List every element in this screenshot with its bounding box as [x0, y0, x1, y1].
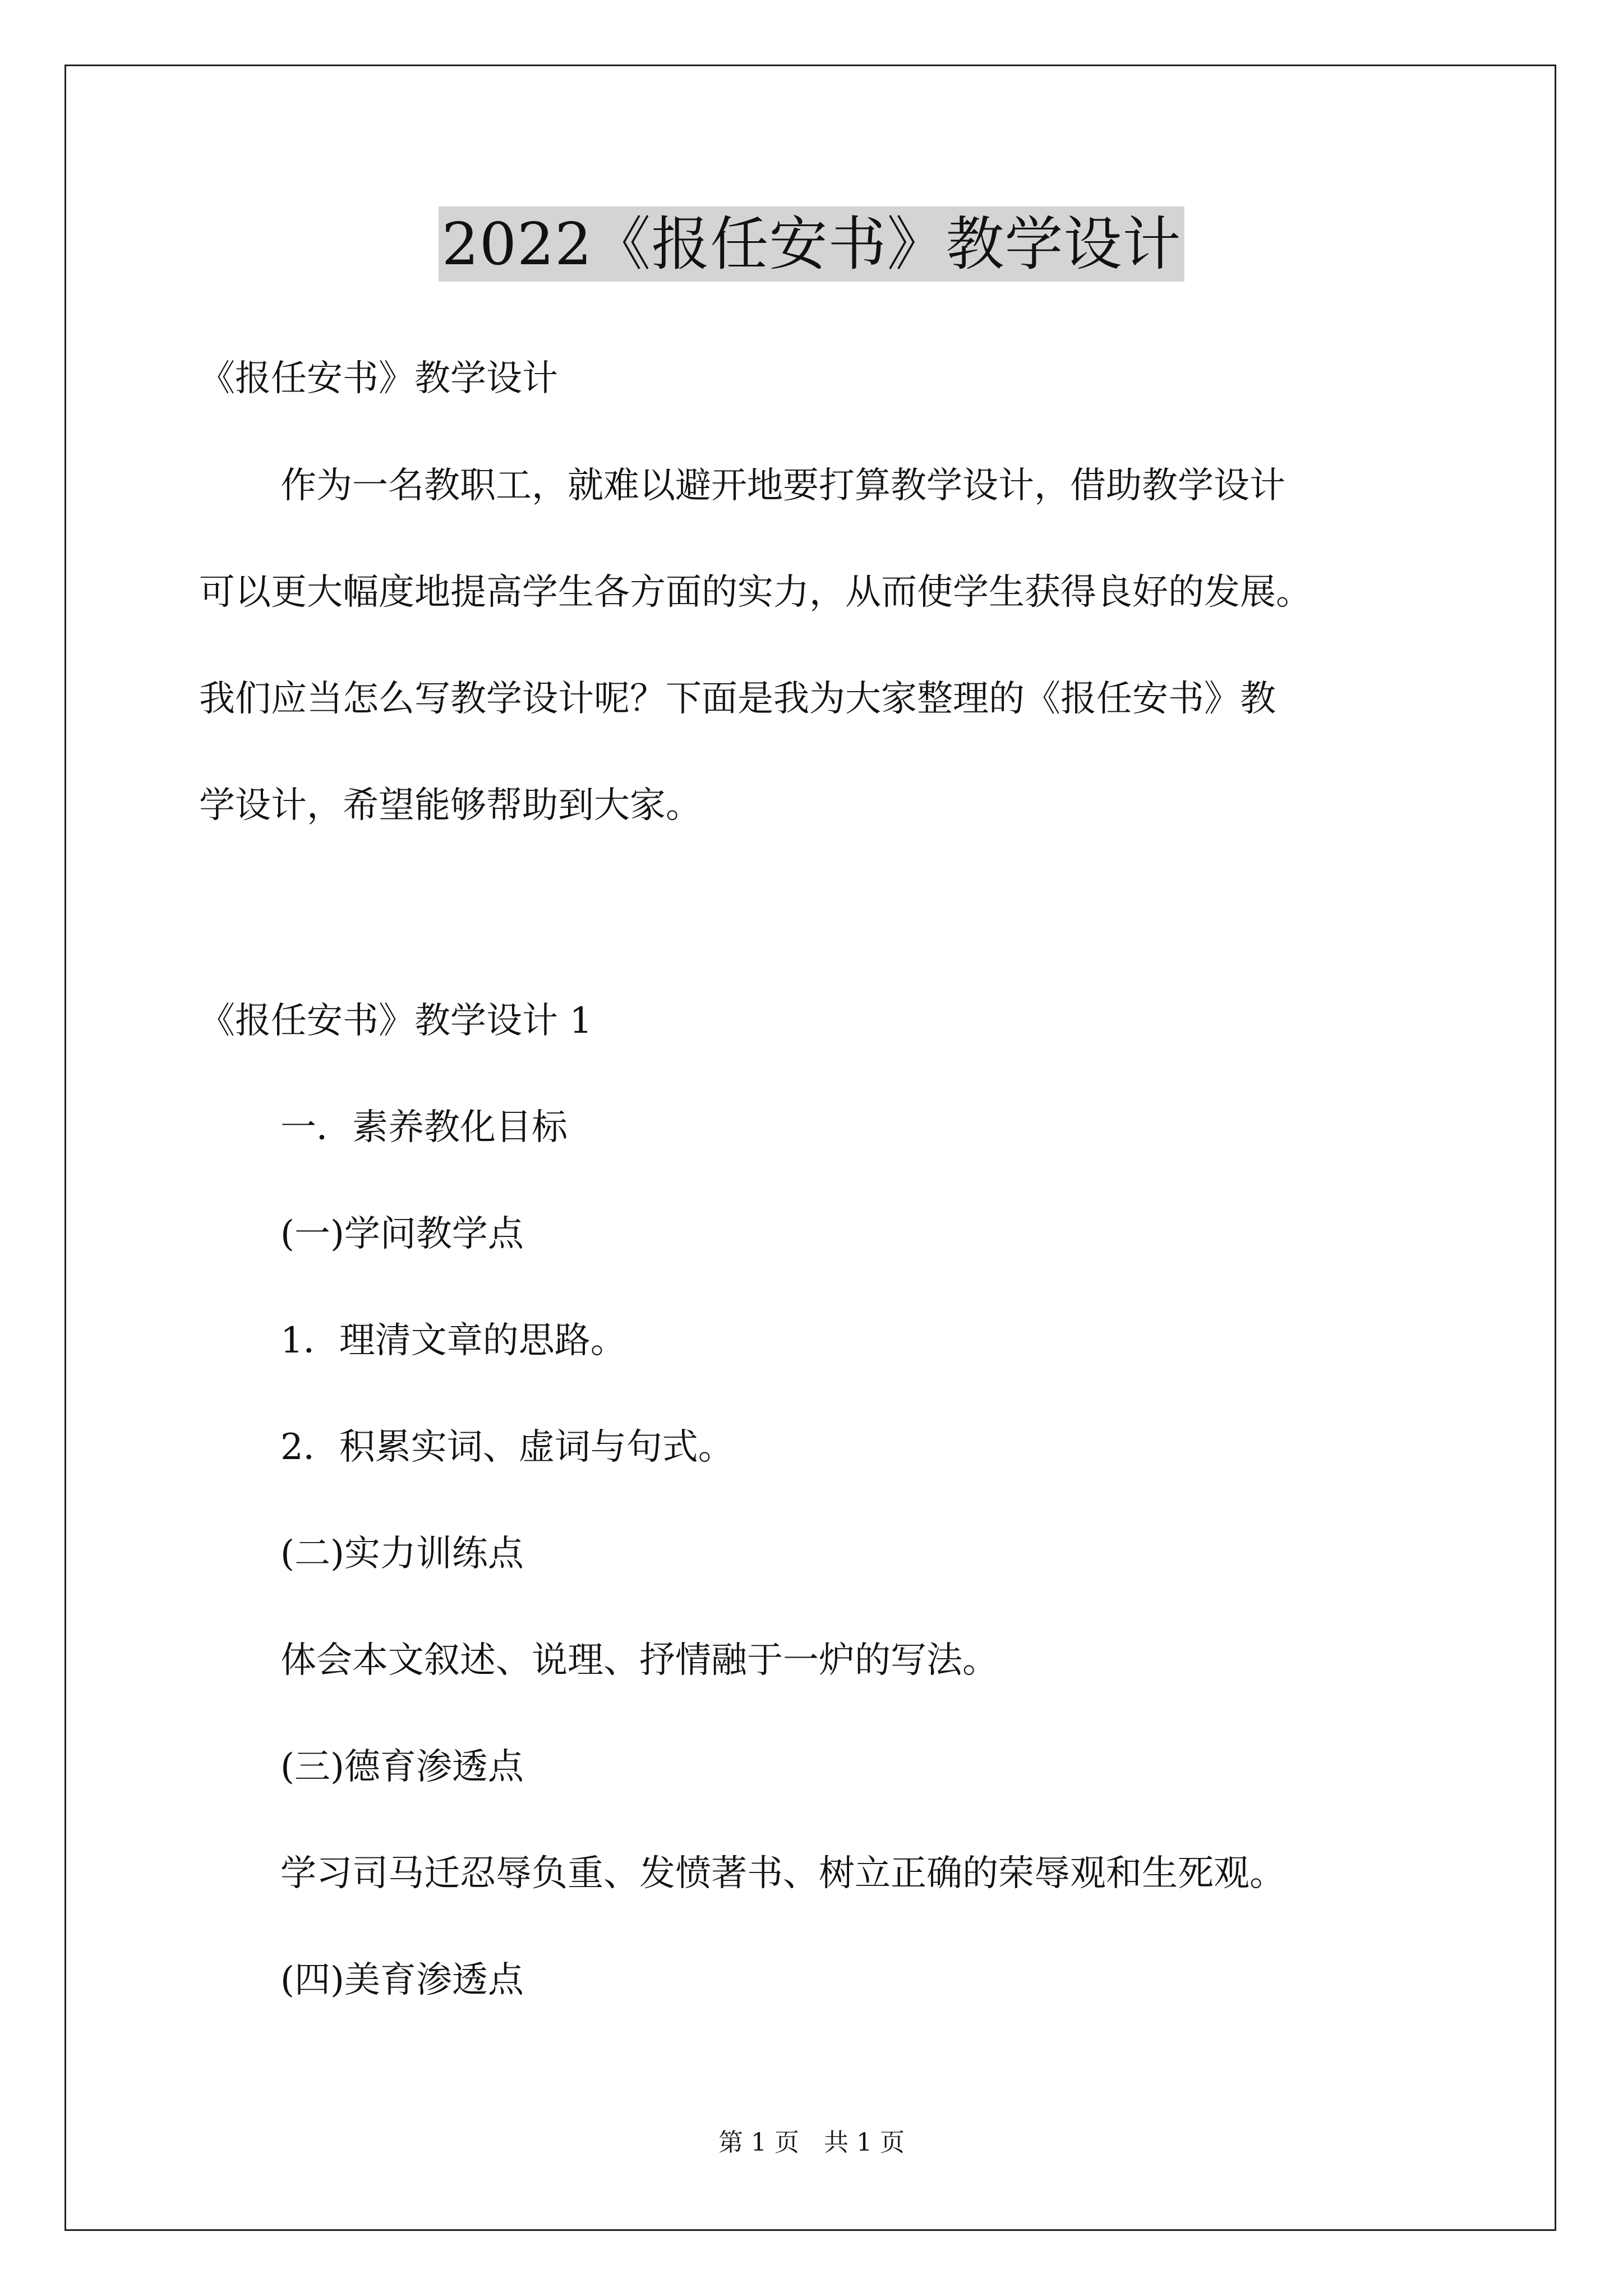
list-item: 一．素养教化目标 — [280, 1107, 568, 1148]
list-item: (四)美育渗透点 — [280, 1959, 524, 2001]
document-subtitle: 《报任安书》教学设计 — [199, 358, 558, 399]
list-item: 体会本文叙述、说理、抒情融于一炉的写法。 — [280, 1640, 998, 1681]
document-title: 2022《报任安书》教学设计 — [439, 206, 1185, 282]
list-item: 2．积累实词、虚词与句式。 — [280, 1427, 734, 1468]
list-item: 1．理清文章的思路。 — [280, 1320, 626, 1361]
page-footer: 第 1 页 共 1 页 — [718, 2128, 905, 2157]
title-wrap — [0, 206, 1623, 282]
list-item: (二)实力训练点 — [280, 1533, 524, 1575]
section-heading: 《报任安书》教学设计 1 — [199, 1000, 593, 1042]
intro-line-2: 可以更大幅度地提高学生各方面的实力，从而使学生获得良好的发展。 — [199, 572, 1312, 613]
intro-line-4: 学设计，希望能够帮助到大家。 — [199, 785, 702, 826]
list-item: (三)德育渗透点 — [280, 1746, 524, 1788]
list-item: 学习司马迁忍辱负重、发愤著书、树立正确的荣辱观和生死观。 — [280, 1853, 1285, 1894]
list-item: (一)学问教学点 — [280, 1213, 524, 1255]
intro-line-1: 作为一名教职工，就难以避开地要打算教学设计，借助教学设计 — [280, 465, 1285, 507]
intro-line-3: 我们应当怎么写教学设计呢？下面是我为大家整理的《报任安书》教 — [199, 678, 1276, 720]
